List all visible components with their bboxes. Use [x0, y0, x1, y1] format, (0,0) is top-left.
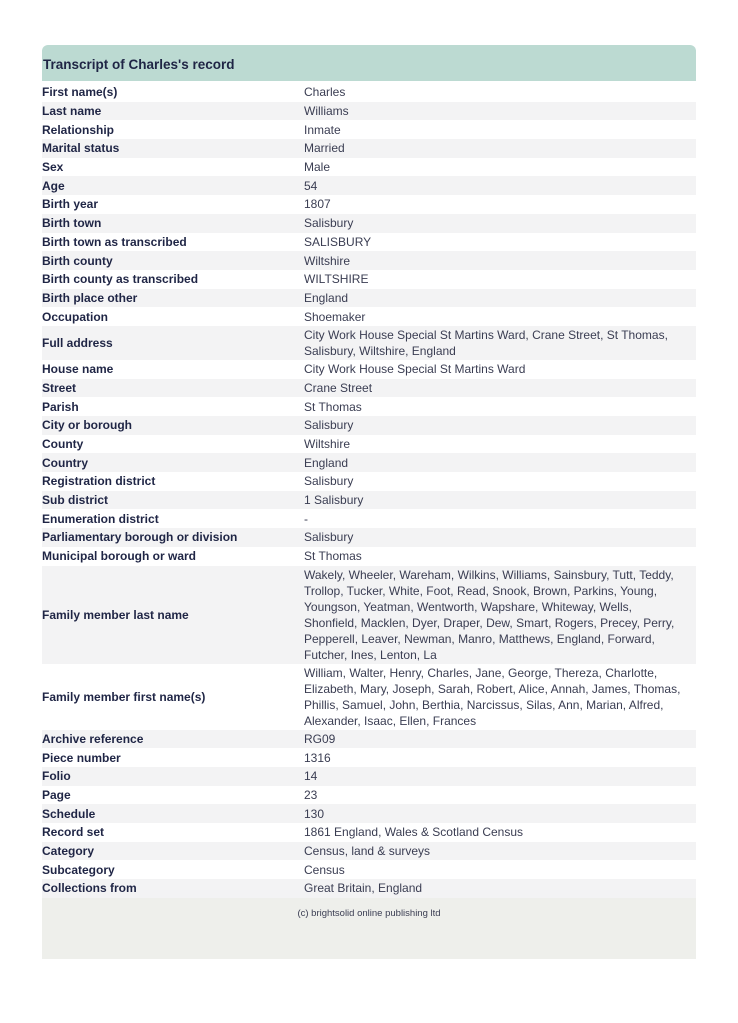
field-value: Inmate — [304, 122, 341, 137]
record-row — [42, 251, 696, 270]
field-label: County — [42, 437, 84, 452]
field-value: Census, land & surveys — [304, 843, 431, 858]
field-label: Page — [42, 787, 71, 802]
field-value: St Thomas — [304, 549, 362, 564]
field-label: Age — [42, 178, 65, 193]
record-row — [42, 879, 696, 898]
field-label: Occupation — [42, 309, 109, 324]
record-row — [42, 307, 696, 326]
field-label: Folio — [42, 769, 71, 784]
field-value: 1861 England, Wales & Scotland Census — [304, 825, 524, 840]
field-label: Birth place other — [42, 290, 138, 305]
record-row — [42, 823, 696, 842]
field-label: Birth year — [42, 197, 99, 212]
field-label: Piece number — [42, 750, 121, 765]
record-row — [42, 509, 696, 528]
record-row — [42, 326, 696, 360]
field-value: St Thomas — [304, 399, 362, 414]
record-row — [42, 416, 696, 435]
field-value: Salisbury — [304, 474, 354, 489]
field-label: Family member last name — [42, 607, 189, 622]
field-label: Country — [42, 455, 88, 470]
field-value: Married — [304, 141, 345, 156]
field-value: City Work House Special St Martins Ward — [304, 362, 526, 377]
record-header — [42, 45, 696, 81]
page-title: Transcript of Charles's record — [43, 56, 235, 72]
record-row — [42, 435, 696, 454]
record-row — [42, 748, 696, 767]
record-row — [42, 83, 696, 102]
record-row — [42, 139, 696, 158]
field-value: England — [304, 290, 349, 305]
field-value: Charles — [304, 85, 346, 100]
field-label: Birth town as transcribed — [42, 234, 187, 249]
copyright-text: (c) brightsolid online publishing ltd — [297, 907, 441, 919]
field-value: SALISBURY — [304, 234, 372, 249]
field-value: Great Britain, England — [304, 881, 423, 896]
record-row — [42, 176, 696, 195]
field-value: City Work House Special St Martins Ward, Crane Street, St Thomas, Salisbury, Wiltshire, England — [304, 327, 668, 358]
record-row — [42, 397, 696, 416]
field-label: Last name — [42, 104, 102, 119]
field-value: 14 — [304, 769, 318, 784]
field-label: Archive reference — [42, 731, 144, 746]
field-label: Parliamentary borough or division — [42, 530, 238, 545]
field-label: Birth town — [42, 216, 102, 231]
field-value: 1316 — [304, 750, 331, 765]
field-label: Street — [42, 380, 77, 395]
field-label: Schedule — [42, 806, 96, 821]
record-row — [42, 158, 696, 177]
field-label: Collections from — [42, 881, 137, 896]
field-label: City or borough — [42, 418, 132, 433]
record-row — [42, 767, 696, 786]
field-label: Parish — [42, 399, 79, 414]
record-row — [42, 360, 696, 379]
record-table — [42, 83, 696, 898]
field-value: 1807 — [304, 197, 331, 212]
field-label: Birth county — [42, 253, 113, 268]
field-value: 54 — [304, 178, 318, 193]
record-row — [42, 120, 696, 139]
field-label: First name(s) — [42, 85, 118, 100]
record-row — [42, 491, 696, 510]
footer — [42, 898, 696, 959]
record-row — [42, 842, 696, 861]
field-value: William, Walter, Henry, Charles, Jane, George, Thereza, Charlotte, Elizabeth, Mary, Joseph, Sarah, Robert, Alice, Annah, James, Thomas, Phillis, Samuel, John, Berthia, Narcissus, Silas, Ann, Marian, Alfred, Alexander, Isaac, Ellen, Frances — [304, 665, 681, 728]
field-value: Salisbury — [304, 530, 354, 545]
field-value: RG09 — [304, 731, 336, 746]
record-row — [42, 730, 696, 749]
field-value: 23 — [304, 787, 318, 802]
field-value: Shoemaker — [304, 309, 366, 324]
field-label: Registration district — [42, 474, 156, 489]
field-label: Sub district — [42, 493, 109, 508]
record-row — [42, 566, 696, 664]
field-value: Salisbury — [304, 418, 354, 433]
field-value: Salisbury — [304, 216, 354, 231]
field-label: Full address — [42, 335, 113, 350]
record-row — [42, 102, 696, 121]
field-value: England — [304, 455, 349, 470]
field-value: Williams — [304, 104, 349, 119]
record-row — [42, 786, 696, 805]
record-row — [42, 270, 696, 289]
field-value: 130 — [304, 806, 325, 821]
field-value: Wakely, Wheeler, Wareham, Wilkins, Williams, Sainsbury, Tutt, Teddy, Trollop, Tucker, White, Foot, Read, Snook, Brown, Parkins, Young, Youngson, Yeatman, Wentworth, Wapshare, Whiteway, Wells, Shonfield, Macklen, Dyer, Draper, Dew, Smart, Rogers, Precey, Perry, Pepperell, Leaver, Newman, Manro, Matthews, England, Forward, Futcher, Ines, Lenton, La — [304, 567, 675, 662]
record-row — [42, 472, 696, 491]
field-label: Marital status — [42, 141, 120, 156]
field-value: Census — [304, 862, 345, 877]
field-label: Municipal borough or ward — [42, 549, 196, 564]
record-row — [42, 528, 696, 547]
field-label: Category — [42, 843, 95, 858]
field-value: 1 Salisbury — [304, 493, 364, 508]
field-value: Wiltshire — [304, 253, 351, 268]
field-label: House name — [42, 362, 114, 377]
record-row — [42, 289, 696, 308]
field-label: Relationship — [42, 122, 115, 137]
field-label: Family member first name(s) — [42, 689, 206, 704]
field-label: Record set — [42, 825, 105, 840]
record-row — [42, 214, 696, 233]
record-row — [42, 804, 696, 823]
record-row — [42, 547, 696, 566]
record-row — [42, 453, 696, 472]
record-row — [42, 195, 696, 214]
record-row — [42, 379, 696, 398]
record-row — [42, 233, 696, 252]
field-value: Wiltshire — [304, 437, 351, 452]
record-row — [42, 664, 696, 730]
field-label: Subcategory — [42, 862, 115, 877]
record-card — [42, 45, 696, 959]
record-row — [42, 860, 696, 879]
field-label: Enumeration district — [42, 511, 159, 526]
field-value: WILTSHIRE — [304, 272, 369, 287]
field-value: Male — [304, 160, 331, 175]
field-label: Birth county as transcribed — [42, 272, 199, 287]
field-label: Sex — [42, 160, 64, 175]
field-value: Crane Street — [304, 380, 373, 395]
field-value: - — [304, 511, 308, 526]
